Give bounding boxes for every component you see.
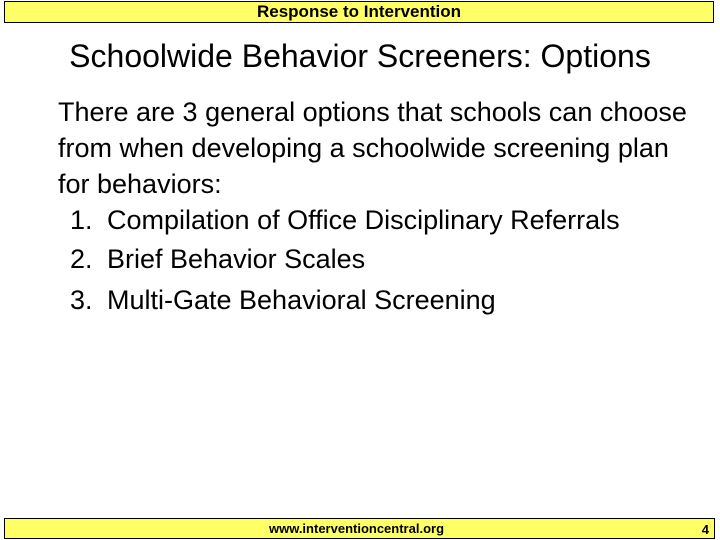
- list-item-text: Compilation of Office Disciplinary Referrals: [107, 205, 620, 235]
- slide-title: Schoolwide Behavior Screeners: Options: [69, 38, 651, 74]
- footer-bar: [4, 518, 715, 539]
- list-item-text: Brief Behavior Scales: [107, 244, 366, 274]
- list-item-number: 1.: [70, 205, 93, 235]
- header-banner: [4, 1, 714, 23]
- header-banner-text: Response to Intervention: [256, 2, 462, 21]
- list-item: [58, 241, 698, 277]
- list-item-text: Multi-Gate Behavioral Screening: [107, 285, 496, 315]
- intro-paragraph: There are 3 general options that schools can choose from when developing a schoolwide screening plan for behaviors:: [58, 97, 687, 199]
- list-item: [58, 202, 698, 238]
- list-item: [58, 282, 698, 318]
- options-list: [58, 202, 698, 323]
- list-item-number: 3.: [70, 285, 93, 315]
- footer-url: www.interventioncentral.org: [268, 521, 445, 536]
- page-number: 4: [701, 522, 709, 537]
- list-item-number: 2.: [70, 244, 93, 274]
